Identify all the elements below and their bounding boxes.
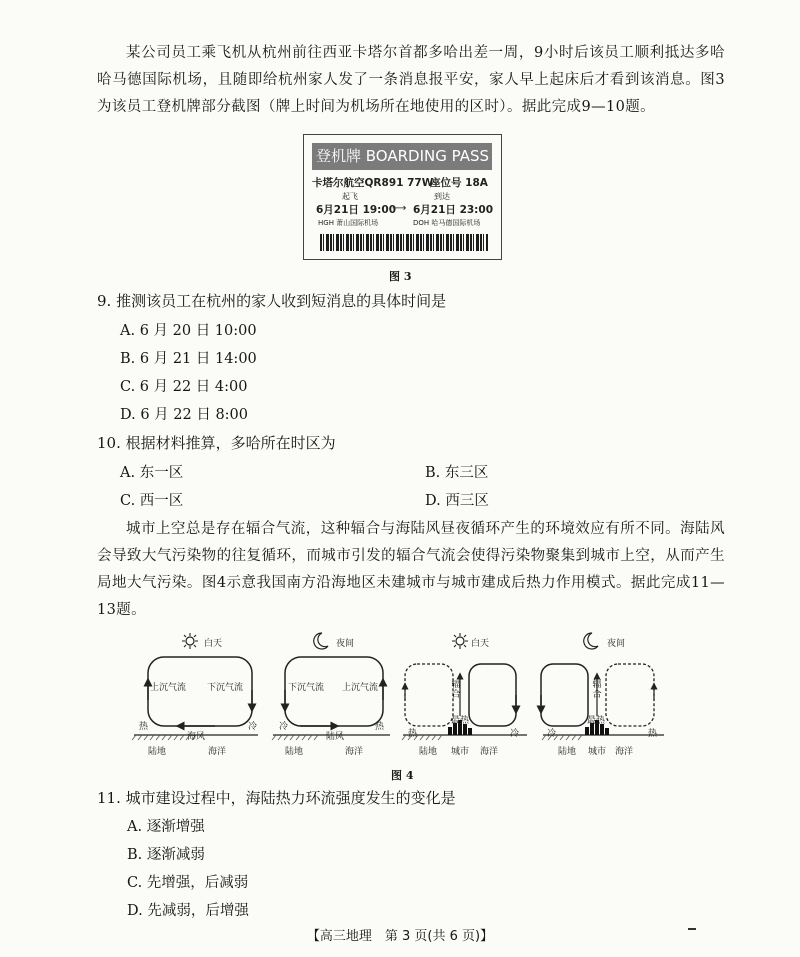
question-11-stem: 11. 城市建设过程中，海陆热力环流强度发生的变化是 bbox=[97, 789, 456, 807]
seat-number: 座位号 18A bbox=[430, 177, 488, 189]
p2-down-label: 下沉气流 bbox=[288, 683, 325, 693]
sun-icon bbox=[186, 637, 194, 645]
question-9-stem: 9. 推测该员工在杭州的家人收到短消息的具体时间是 bbox=[97, 292, 447, 310]
p4-hottest-label: 最热 bbox=[587, 716, 606, 726]
depart-airport: HGH 萧山国际机场 bbox=[318, 219, 379, 227]
q10-option-d: D. 西三区 bbox=[425, 493, 489, 509]
p3-city-label: 城市 bbox=[451, 747, 470, 757]
p1-hot-label: 热 bbox=[139, 722, 149, 732]
moon-icon bbox=[314, 633, 328, 649]
p1-sea-breeze-label: 海风 bbox=[187, 732, 206, 742]
q9-option-b: B. 6 月 21 日 14:00 bbox=[120, 351, 257, 367]
moon-icon bbox=[584, 633, 598, 649]
figure-4-caption: 图 4 bbox=[391, 769, 414, 782]
p2-land-label: 陆地 bbox=[285, 747, 304, 757]
p3-ocean-label: 海洋 bbox=[480, 747, 499, 757]
p4-cold-label: 冷 bbox=[547, 729, 557, 739]
depart-time: 6月21日 19:00 bbox=[316, 204, 396, 216]
p3-hot-label: 热 bbox=[408, 729, 418, 739]
p2-land-breeze-label: 陆风 bbox=[326, 732, 345, 742]
p3-hottest-label: 最热 bbox=[451, 716, 470, 726]
arrive-time: 6月21日 23:00 bbox=[413, 204, 493, 216]
p3-cold-label: 冷 bbox=[510, 729, 520, 739]
p2-night-label: 夜间 bbox=[336, 639, 355, 649]
p3-land-label: 陆地 bbox=[419, 747, 438, 757]
q9-option-d: D. 6 月 22 日 8:00 bbox=[120, 407, 249, 423]
intro-paragraph-1: 某公司员工乘飞机从杭州前往西亚卡塔尔首都多哈出差一周，9小时后该员工顺利抵达多哈哈马德国际机场，且随即给杭州家人发了一条消息报平安，家人早上起床后才看到该消息。图3为该员工登机牌部分截图（牌上时间为机场所在地使用的区时）。据此完成9—10题。 bbox=[97, 45, 725, 115]
q10-option-b: B. 东三区 bbox=[425, 465, 489, 481]
p4-night-label: 夜间 bbox=[607, 639, 626, 649]
q11-option-a: A. 逐渐增强 bbox=[127, 819, 205, 835]
q10-option-a: A. 东一区 bbox=[120, 465, 184, 481]
q9-option-a: A. 6 月 20 日 10:00 bbox=[120, 323, 257, 339]
p2-hot-label: 热 bbox=[375, 722, 385, 732]
footer-dash bbox=[688, 928, 696, 930]
p4-converge-label: 辐合 bbox=[592, 680, 602, 700]
q11-option-b: B. 逐渐减弱 bbox=[127, 847, 205, 863]
arrive-label: 到达 bbox=[434, 192, 450, 201]
p1-cold-label: 冷 bbox=[248, 722, 258, 732]
flight-number: 卡塔尔航空QR891 77W bbox=[312, 177, 434, 189]
p3-day-label: 白天 bbox=[471, 639, 490, 649]
p4-hot-label: 热 bbox=[648, 729, 658, 739]
arrive-airport: DOH 哈马德国际机场 bbox=[413, 219, 481, 227]
p1-land-label: 陆地 bbox=[148, 747, 167, 757]
q9-option-c: C. 6 月 22 日 4:00 bbox=[120, 379, 248, 395]
q11-option-d: D. 先减弱，后增强 bbox=[127, 903, 249, 919]
p2-sink-label: 上沉气流 bbox=[342, 683, 379, 693]
arrow-icon: ⟶ bbox=[392, 203, 407, 214]
p4-land-label: 陆地 bbox=[558, 747, 577, 757]
p2-ocean-label: 海洋 bbox=[345, 747, 364, 757]
p3-converge-label: 辐合 bbox=[451, 680, 461, 700]
boarding-pass-header: 登机牌 BOARDING PASS bbox=[312, 143, 492, 170]
p1-down-label: 下沉气流 bbox=[207, 683, 244, 693]
p1-sink-label: 上沉气流 bbox=[150, 683, 187, 693]
p1-ocean-label: 海洋 bbox=[208, 747, 227, 757]
depart-label: 起飞 bbox=[342, 192, 358, 201]
page-footer: 【高三地理 第 3 页(共 6 页)】 bbox=[306, 929, 494, 944]
p2-cold-label: 冷 bbox=[279, 722, 289, 732]
figure-3-caption: 图 3 bbox=[389, 270, 412, 283]
p1-day-label: 白天 bbox=[204, 639, 223, 649]
q10-option-c: C. 西一区 bbox=[120, 493, 184, 509]
intro-paragraph-2: 城市上空总是存在辐合气流，这种辐合与海陆风昼夜循环产生的环境效应有所不同。海陆风会导致大气污染物的往复循环，而城市引发的辐合气流会使得污染物聚集到城市上空，从而产生局地大气污染。图4示意我国南方沿海地区未建城市与城市建成后热力作用模式。据此完成11—13题。 bbox=[97, 521, 725, 618]
q11-option-c: C. 先增强，后减弱 bbox=[127, 875, 249, 891]
p4-city-label: 城市 bbox=[588, 747, 607, 757]
p4-ocean-label: 海洋 bbox=[615, 747, 634, 757]
question-10-stem: 10. 根据材料推算，多哈所在时区为 bbox=[97, 434, 336, 452]
sun-icon bbox=[456, 637, 464, 645]
